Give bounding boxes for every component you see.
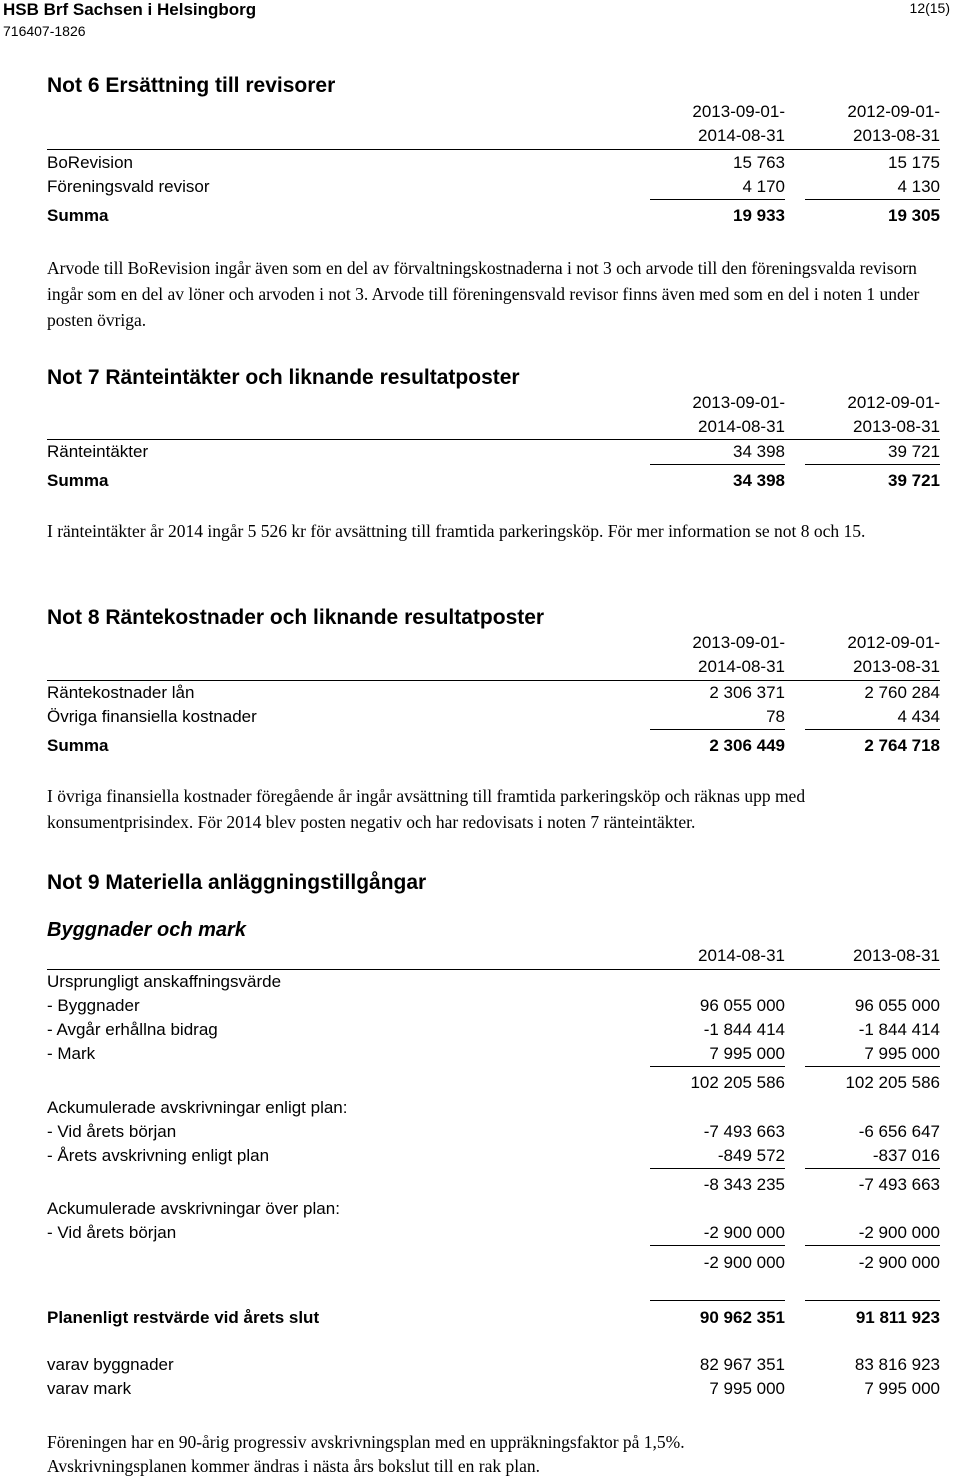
- note-9-over-plan-row-current: -2 900 000: [703, 1223, 785, 1242]
- note-9-acquisition-row-current: 7 995 000: [709, 1044, 785, 1063]
- note-9-depreciation-rule: [805, 1168, 940, 1169]
- note-9-acquisition-total-current: 102 205 586: [690, 1073, 785, 1092]
- note-7-title: Not 7 Ränteintäkter och liknande resultatposter: [47, 366, 520, 389]
- note-9-acquisition-row-label: - Mark: [47, 1044, 96, 1063]
- note-6-sum-current: 19 933: [733, 206, 785, 225]
- note-7-row-value-previous: 39 721: [888, 442, 940, 461]
- note-9-acquisition-heading: Ursprungligt anskaffningsvärde: [47, 972, 282, 991]
- note-9-col1-header: 2014-08-31: [698, 946, 785, 965]
- note-8-row-value-current: 2 306 371: [709, 683, 785, 702]
- note-9-acquisition-rule: [650, 1066, 785, 1067]
- note-7-col1-header-line2: 2014-08-31: [698, 417, 785, 436]
- note-9-acquisition-row-previous: -1 844 414: [858, 1020, 940, 1039]
- note-9-depreciation-total-previous: -7 493 663: [858, 1175, 940, 1194]
- note-8-row-label: Övriga finansiella kostnader: [47, 707, 257, 726]
- note-9-of-which-current: 82 967 351: [699, 1355, 785, 1374]
- note-8-row-label: Räntekostnader lån: [47, 683, 195, 702]
- note-9-residual-label: Planenligt restvärde vid årets slut: [47, 1308, 320, 1327]
- note-8-header-rule: [47, 680, 940, 681]
- note-8-subtotal-rule: [805, 729, 940, 730]
- note-9-acquisition-rule: [805, 1066, 940, 1067]
- note-6-row-value-previous: 15 175: [888, 153, 940, 172]
- note-7-row-value-current: 34 398: [733, 442, 785, 461]
- note-7-sum-current: 34 398: [733, 471, 785, 490]
- note-8-col1-header-line1: 2013-09-01-: [692, 633, 785, 652]
- note-7-subtotal-rule: [650, 464, 785, 465]
- note-6-row-value-previous: 4 130: [897, 177, 940, 196]
- note-9-depreciation-rule: [650, 1168, 785, 1169]
- note-6-row-value-current: 4 170: [742, 177, 785, 196]
- note-7-sum-previous: 39 721: [888, 471, 940, 490]
- note-9-comment-line1: Föreningen har en 90-årig progressiv avskrivningsplan med en uppräkningsfaktor på 1,5%.: [47, 1432, 685, 1452]
- note-9-depreciation-row-current: -849 572: [717, 1146, 785, 1165]
- note-9-depreciation-row-label: - Vid årets början: [47, 1122, 177, 1141]
- note-9-over-plan-row-previous: -2 900 000: [858, 1223, 940, 1242]
- note-7-header-rule: [47, 439, 940, 440]
- note-9-acquisition-row-label: - Avgår erhållna bidrag: [47, 1020, 218, 1039]
- note-9-residual-previous: 91 811 923: [855, 1308, 940, 1327]
- note-8-sum-current: 2 306 449: [709, 736, 785, 755]
- note-9-depreciation-heading: Ackumulerade avskrivningar enligt plan:: [47, 1098, 348, 1117]
- note-9-col2-header: 2013-08-31: [853, 946, 940, 965]
- note-7-sum-label: Summa: [47, 471, 109, 490]
- note-6-comment: Arvode till BoRevision ingår även som en del av förvaltningskostnaderna i not 3 och arvode till den föreningsvalda revisorn ingår som en del av löner och arvoden i not 3. Arvode till föreningensvald revisor finns även med som en del i noten 1 under posten övriga.: [47, 258, 920, 330]
- note-7-col2-header-line1: 2012-09-01-: [847, 393, 940, 412]
- note-9-of-which-previous: 7 995 000: [864, 1379, 940, 1398]
- note-6-col1-header-line2: 2014-08-31: [698, 126, 785, 145]
- note-8-comment: I övriga finansiella kostnader föregående år ingår avsättning till framtida parkeringsköp och räknas upp med konsumentprisindex. För 2014 blev posten negativ och har redovisats i noten 7 ränteintäkter.: [47, 786, 806, 832]
- note-6-title: Not 6 Ersättning till revisorer: [47, 74, 336, 97]
- note-9-acquisition-row-label: - Byggnader: [47, 996, 140, 1015]
- note-8-row-value-previous: 2 760 284: [864, 683, 940, 702]
- note-9-of-which-label: varav mark: [47, 1379, 132, 1398]
- note-7-row-label: Ränteintäkter: [47, 442, 149, 461]
- note-9-acquisition-row-previous: 96 055 000: [854, 996, 940, 1015]
- note-9-depreciation-row-label: - Årets avskrivning enligt plan: [47, 1146, 270, 1165]
- note-9-acquisition-total-previous: 102 205 586: [845, 1073, 940, 1092]
- note-9-depreciation-total-current: -8 343 235: [703, 1175, 785, 1194]
- note-6-row-label: Föreningsvald revisor: [47, 177, 210, 196]
- note-8-title: Not 8 Räntekostnader och liknande resultatposter: [47, 606, 545, 629]
- note-9-over-plan-row-label: - Vid årets början: [47, 1223, 177, 1242]
- note-9-over-plan-rule: [805, 1245, 940, 1246]
- note-7-col1-header-line1: 2013-09-01-: [692, 393, 785, 412]
- note-6-row-value-current: 15 763: [733, 153, 785, 172]
- note-9-of-which-current: 7 995 000: [709, 1379, 785, 1398]
- note-6-col1-header-line1: 2013-09-01-: [692, 102, 785, 121]
- note-6-row-label: BoRevision: [47, 153, 133, 172]
- note-9-acquisition-row-current: 96 055 000: [699, 996, 785, 1015]
- note-9-depreciation-row-current: -7 493 663: [703, 1122, 785, 1141]
- note-9-title: Not 9 Materiella anläggningstillgångar: [47, 871, 427, 894]
- note-9-depreciation-row-previous: -837 016: [872, 1146, 940, 1165]
- note-8-col1-header-line2: 2014-08-31: [698, 657, 785, 676]
- note-7-col2-header-line2: 2013-08-31: [853, 417, 940, 436]
- note-8-sum-previous: 2 764 718: [864, 736, 940, 755]
- note-7-subtotal-rule: [805, 464, 940, 465]
- note-8-row-value-current: 78: [766, 707, 785, 726]
- note-8-subtotal-rule: [650, 729, 785, 730]
- note-6-sum-previous: 19 305: [888, 206, 940, 225]
- note-6-subtotal-rule: [805, 199, 940, 200]
- note-9-header-rule: [47, 969, 940, 970]
- note-8-sum-label: Summa: [47, 736, 109, 755]
- note-9-over-plan-rule: [650, 1245, 785, 1246]
- note-7-comment: I ränteintäkter år 2014 ingår 5 526 kr för avsättning till framtida parkeringsköp. För mer information se not 8 och 15.: [47, 521, 866, 541]
- note-6-header-rule: [47, 149, 940, 150]
- note-8-row-value-previous: 4 434: [897, 707, 940, 726]
- note-6-col2-header-line1: 2012-09-01-: [847, 102, 940, 121]
- note-6-sum-label: Summa: [47, 206, 109, 225]
- note-9-residual-rule: [650, 1300, 785, 1301]
- note-9-acquisition-row-current: -1 844 414: [703, 1020, 785, 1039]
- note-8-col2-header-line1: 2012-09-01-: [847, 633, 940, 652]
- note-9-comment-line2: Avskrivningsplanen kommer ändras i nästa års bokslut till en rak plan.: [47, 1456, 540, 1476]
- note-9-residual-current: 90 962 351: [699, 1308, 785, 1327]
- note-9-subtitle: Byggnader och mark: [47, 919, 246, 941]
- note-9-residual-rule: [805, 1300, 940, 1301]
- note-9-over-plan-heading: Ackumulerade avskrivningar över plan:: [47, 1199, 340, 1218]
- note-6-col2-header-line2: 2013-08-31: [853, 126, 940, 145]
- note-9-of-which-previous: 83 816 923: [854, 1355, 940, 1374]
- note-6-subtotal-rule: [650, 199, 785, 200]
- note-8-col2-header-line2: 2013-08-31: [853, 657, 940, 676]
- organization-name: HSB Brf Sachsen i Helsingborg: [3, 0, 257, 19]
- note-9-depreciation-row-previous: -6 656 647: [858, 1122, 940, 1141]
- note-9-of-which-label: varav byggnader: [47, 1355, 174, 1374]
- note-9-over-plan-total-previous: -2 900 000: [858, 1253, 940, 1272]
- organization-number: 716407-1826: [3, 23, 86, 39]
- note-9-over-plan-total-current: -2 900 000: [703, 1253, 785, 1272]
- note-9-acquisition-row-previous: 7 995 000: [864, 1044, 940, 1063]
- page-number: 12(15): [909, 0, 950, 16]
